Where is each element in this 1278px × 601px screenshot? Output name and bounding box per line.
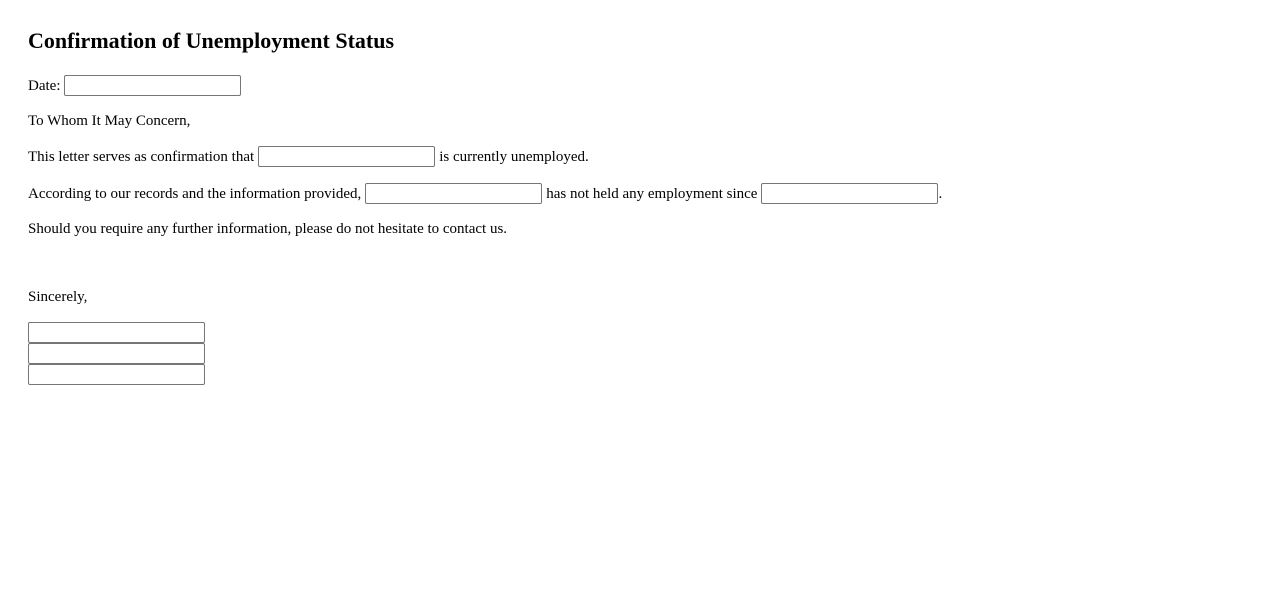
signature-block xyxy=(28,322,205,385)
date-label: Date: xyxy=(28,77,61,94)
salutation-line xyxy=(28,111,190,131)
confirmation-line xyxy=(28,146,589,167)
employment-since-input[interactable] xyxy=(761,183,938,204)
records-text-period: . xyxy=(938,185,943,202)
signoff-text: Sincerely, xyxy=(28,289,88,305)
records-name-input[interactable] xyxy=(365,183,542,204)
confirmation-text-after: is currently unemployed. xyxy=(439,148,589,165)
confirmation-text-before: This letter serves as confirmation that xyxy=(28,148,255,165)
signature-organization-input[interactable] xyxy=(28,364,205,385)
records-text-middle: has not held any employment since xyxy=(546,185,758,202)
page-title: Confirmation of Unemployment Status xyxy=(28,28,395,53)
signature-title-input[interactable] xyxy=(28,343,205,364)
closing-line xyxy=(28,219,507,239)
signoff-line xyxy=(28,287,87,307)
date-line xyxy=(28,75,245,96)
date-input[interactable] xyxy=(64,75,241,96)
records-text-before: According to our records and the information provided, xyxy=(28,185,362,202)
salutation-text: To Whom It May Concern, xyxy=(28,113,191,129)
records-line xyxy=(28,183,942,204)
signature-name-input[interactable] xyxy=(28,322,205,343)
closing-paragraph: Should you require any further information, please do not hesitate to contact us. xyxy=(28,221,508,237)
person-name-input[interactable] xyxy=(258,146,435,167)
